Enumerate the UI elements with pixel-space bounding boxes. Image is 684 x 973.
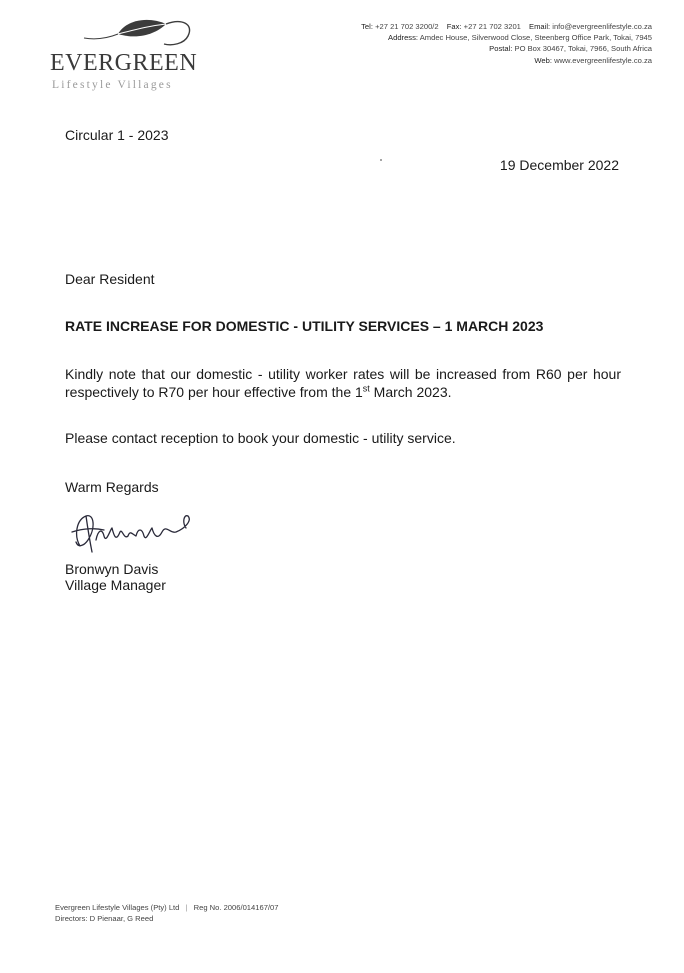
leaf-logo-icon: [48, 14, 198, 54]
closing: Warm Regards: [65, 479, 159, 495]
logo-tagline: Lifestyle Villages: [52, 79, 173, 91]
body-text-part1: Kindly note that our domestic - utility worker rates will be increased from R60 per hour respectively to R70 per hour effective from the 1: [65, 366, 621, 400]
contact-line-web: [361, 55, 652, 66]
contact-line-address: [361, 32, 652, 43]
body-text-part2: March 2023.: [369, 384, 452, 400]
logo-name: EVERGREEN: [50, 50, 198, 76]
footer-reg: Reg No. 2006/014167/07: [193, 903, 279, 912]
signature-icon: [66, 506, 206, 562]
footer: [55, 902, 278, 924]
contact-line-phone: [361, 21, 652, 32]
footer-company-line: [55, 902, 278, 913]
footer-company: Evergreen Lifestyle Villages (Pty) Ltd: [55, 903, 180, 912]
signer-title: Village Manager: [65, 577, 166, 593]
scan-speck: [380, 159, 382, 161]
footer-directors: Directors: D Pienaar, G Reed: [55, 914, 154, 923]
body-ordinal-suffix: st: [362, 383, 370, 394]
signer-name: Bronwyn Davis: [65, 561, 159, 577]
postal-label: Postal:: [489, 44, 513, 54]
company-logo: [48, 14, 198, 96]
fax-label: Fax:: [446, 22, 462, 31]
salutation: Dear Resident: [65, 271, 155, 287]
web-label: Web:: [534, 55, 552, 65]
tel-value: +27 21 702 3200/2: [375, 22, 439, 31]
address-value: Amdec House, Silverwood Close, Steenberg Office Park, Tokai, 7945: [419, 33, 652, 43]
email-label: Email:: [529, 22, 551, 31]
contact-reception-paragraph: Please contact reception to book your domestic - utility service.: [65, 430, 456, 446]
email-value[interactable]: info@evergreenlifestyle.co.za: [552, 22, 652, 31]
web-value[interactable]: www.evergreenlifestyle.co.za: [554, 55, 652, 65]
contact-block: [361, 21, 652, 66]
postal-value: PO Box 30467, Tokai, 7966, South Africa: [514, 44, 652, 54]
tel-label: Tel:: [361, 22, 373, 31]
contact-line-postal: [361, 43, 652, 54]
signer-block: [65, 561, 166, 593]
address-label: Address:: [388, 33, 418, 43]
subject-heading: RATE INCREASE FOR DOMESTIC - UTILITY SERVICES – 1 MARCH 2023: [65, 318, 544, 334]
letter-date: 19 December 2022: [499, 157, 619, 173]
circular-number: Circular 1 - 2023: [65, 127, 169, 143]
body-paragraph: [65, 365, 621, 401]
footer-separator: |: [185, 903, 188, 912]
fax-value: +27 21 702 3201: [463, 22, 521, 31]
